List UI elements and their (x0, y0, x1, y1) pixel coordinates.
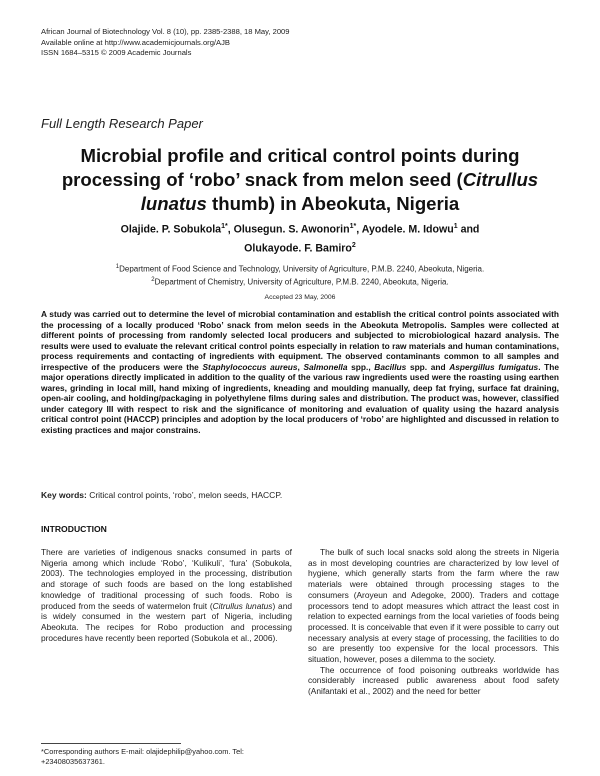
abstract-text: spp., (347, 361, 375, 372)
author-affiliation-ref: 2 (351, 241, 356, 249)
paper-title (40, 144, 560, 216)
author-separator: , (227, 223, 234, 236)
left-column (41, 547, 292, 643)
organism-name: Staphylococcus aureus (202, 361, 298, 372)
section-heading-introduction: INTRODUCTION (41, 524, 107, 534)
affiliation-text: Department of Chemistry, University of Agriculture, P.M.B. 2240, Abeokuta, Nigeria. (154, 277, 449, 287)
accepted-date: Accepted 23 May, 2006 (264, 294, 336, 301)
author-name: Ayodele. M. Idowu (361, 223, 454, 236)
paragraph (41, 547, 292, 643)
journal-citation: African Journal of Biotechnology Vol. 8 (10), pp. 2385-2388, 18 May, 2009 (41, 27, 290, 36)
right-column (308, 547, 559, 697)
affiliation-text: Department of Food Science and Technology, University of Agriculture, P.M.B. 2240, Abeokuta, Nigeria. (119, 264, 485, 274)
author-list (60, 219, 540, 256)
affiliation-number: 1 (115, 264, 120, 270)
author-affiliation-ref: 1 (221, 223, 225, 230)
footnote-divider (41, 743, 181, 744)
author-separator: and (457, 223, 480, 236)
author-name: Olukayode. F. Bamiro (244, 242, 352, 255)
affiliation-1 (40, 262, 560, 275)
corresponding-mark: * (353, 223, 357, 230)
author-separator: , (356, 223, 362, 236)
author-affiliation-ref: 1 (349, 223, 354, 230)
organism-name: Bacillus (374, 361, 407, 372)
abstract-text: . The major operations directly implicated in addition to the quality of the various raw ingredients used were the roasting using earthen wares, grinding in local mill, hand mixing of ingredients, kneading and moulding manually, deep fat frying, surface fat draining, open-air cooling, and holding/packaging in polyethylene films during sales and distribution. The product was, however, classified under category III with respect to risk and the significance of monitoring and evaluation of quality using the hazard analysis critical control point (HACCP) principles and adoption by the local producers of ‘robo’ are highlighted and discussed in relation to existing practices and major constrains. (41, 361, 559, 436)
journal-issn: ISSN 1684–5315 © 2009 Academic Journals (41, 48, 192, 57)
paragraph-text: There are varieties of indigenous snacks consumed in parts of Nigeria among which include ‘Robo’, ‘Kulikuli’, ‘fura’ (Sobukola, 2003). The technologies employed in the processing, distribution and storage of such foods are based on the long established knowledge of traditional processing of such foods. Robo is produced from the seeds of watermelon fruit ( (41, 547, 292, 611)
corresponding-author-footnote: *Corresponding authors E-mail: olajidephilip@yahoo.com. Tel: +23408035637361. (41, 747, 244, 766)
organism-name: Salmonella (303, 361, 348, 372)
author-affiliation-ref: 1 (453, 223, 458, 230)
journal-header (41, 27, 290, 59)
abstract-text: A study was carried out to determine the level of microbial contamination and establish the critical control points associated with the processing of a locally produced ‘Robo’ snack from melon seeds in the Abeokuta Metropolis. Samples were collected at different points of processing from randomly selected local producers and subjected to microbiological hazard analysis. The results were used to evaluate the relevant critical control points especially in relation to raw materials and human contaminations, process requirements and contacting of ingredients with equipment. The observed contaminants common to all samples and irrespective of the producers were the (41, 309, 559, 372)
abstract (41, 309, 559, 436)
journal-availability: Available online at http://www.academicjournals.org/AJB (41, 37, 230, 47)
keywords-label: Key words: (41, 490, 87, 500)
affiliation-number: 2 (151, 277, 155, 284)
title-part-1: Microbial profile and critical control points during processing of ‘robo’ snack from melon seed ( (61, 145, 520, 190)
title-species: Citrullus lunatus (140, 169, 539, 214)
affiliation-list (40, 262, 560, 288)
abstract-text: spp. and (406, 361, 450, 372)
author-name: Olajide. P. Sobukola (120, 223, 222, 236)
species-name: Citrullus lunatus (212, 600, 273, 611)
paragraph: The occurrence of food poisoning outbreaks worldwide has considerably increased public awareness about food safety (Anifantaki et al., 2002) and the need for better (308, 664, 559, 697)
paragraph: The bulk of such local snacks sold along the streets in Nigeria as in most developing countries are characterized by low level of hygiene, which generally starts from the farm where the raw materials were obtained through processing stages to the consumers (Aroyeun and Adegoke, 2000). Traders and cottage processors tend to adopt measures which attract the least cost in relation to expected earnings from the local varieties of foods being processed. It is conceivable that even if it were possible to carry out necessary analysis at every stage of processing, the facilities to do so are presently too expensive for the local processors. This situation, however, poses a dilemma to the society. (308, 547, 559, 665)
abstract-text: , (297, 361, 304, 372)
affiliation-2 (40, 275, 560, 288)
corresponding-mark: * (224, 223, 228, 230)
organism-name: Aspergillus fumigatus (449, 361, 539, 372)
author-name: Olusegun. S. Awonorin (233, 223, 350, 236)
paper-type: Full Length Research Paper (41, 116, 203, 131)
title-part-2: thumb) in Abeokuta, Nigeria (206, 193, 460, 214)
keywords-text: Critical control points, ‘robo’, melon seeds, HACCP. (86, 490, 283, 500)
paragraph-text: ) and is widely consumed in the western part of Nigeria, including Abeokuta. The recipes for Robo production and processing procedures have recently been reported (Sobukola et al., 2006). (41, 600, 292, 643)
keywords (41, 490, 282, 500)
